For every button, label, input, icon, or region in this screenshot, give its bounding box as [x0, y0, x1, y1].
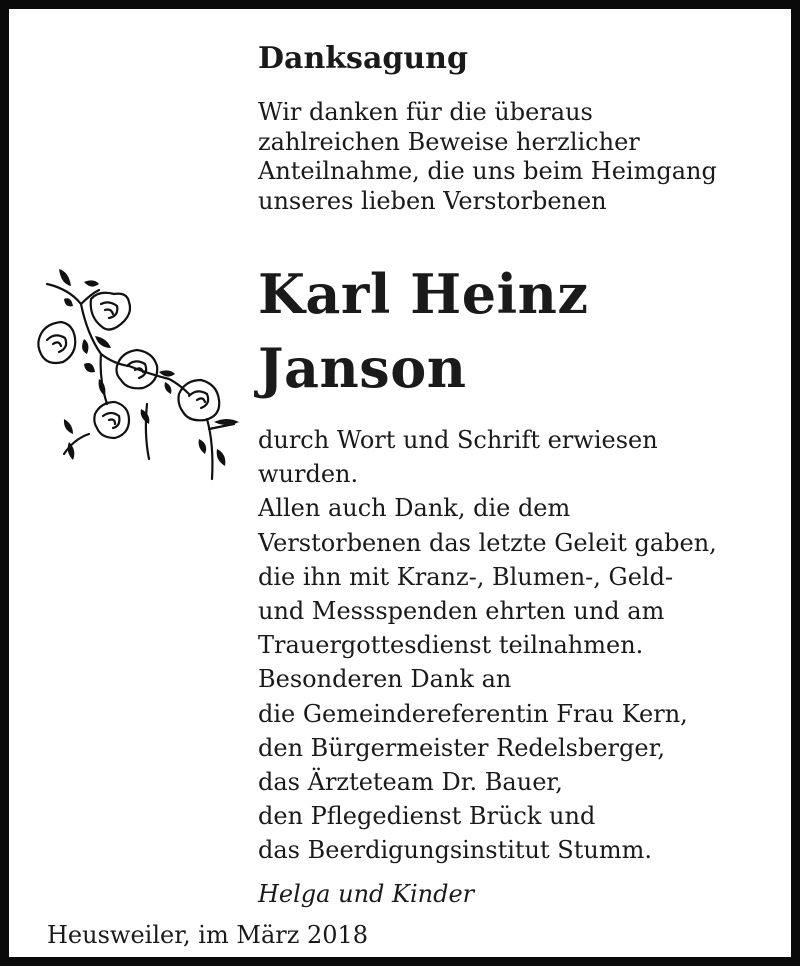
body-line: durch Wort und Schrift erwiesen: [258, 426, 658, 454]
place-and-date: Heusweiler, im März 2018: [47, 921, 369, 949]
notice-heading: Danksagung: [258, 41, 468, 76]
body-line: die ihn mit Kranz-, Blumen-, Geld-: [258, 562, 674, 591]
rose-branch-icon: [29, 254, 244, 484]
body-line: die Gemeindereferentin Frau Kern,: [258, 699, 688, 728]
deceased-name-line: Karl Heinz: [258, 262, 589, 326]
thank-you-paragraph: [258, 423, 778, 868]
deceased-name: [258, 257, 778, 405]
intro-line: unseres lieben Verstorbenen: [258, 186, 607, 215]
body-line: den Pflegedienst Brück und: [258, 802, 596, 831]
body-line: Trauergottesdienst teilnahmen.: [258, 631, 644, 660]
intro-line: zahlreichen Beweise herzlicher: [258, 127, 640, 156]
intro-line: Wir danken für die überaus: [258, 98, 593, 126]
body-line: und Messspenden ehrten und am: [258, 597, 665, 626]
body-line: Verstorbenen das letzte Geleit gaben,: [258, 528, 717, 557]
signature: Helga und Kinder: [258, 880, 475, 908]
body-line: das Beerdigungsinstitut Stumm.: [258, 836, 652, 865]
body-line: das Ärzteteam Dr. Bauer,: [258, 768, 563, 797]
body-line: Allen auch Dank, die dem: [258, 494, 571, 523]
body-line: den Bürgermeister Redelsberger,: [258, 733, 666, 762]
body-line: Besonderen Dank an: [258, 665, 512, 694]
body-line: wurden.: [258, 460, 359, 489]
intro-paragraph: [258, 98, 778, 216]
intro-line: Anteilnahme, die uns beim Heimgang: [258, 157, 717, 185]
deceased-name-line: Janson: [258, 336, 467, 400]
